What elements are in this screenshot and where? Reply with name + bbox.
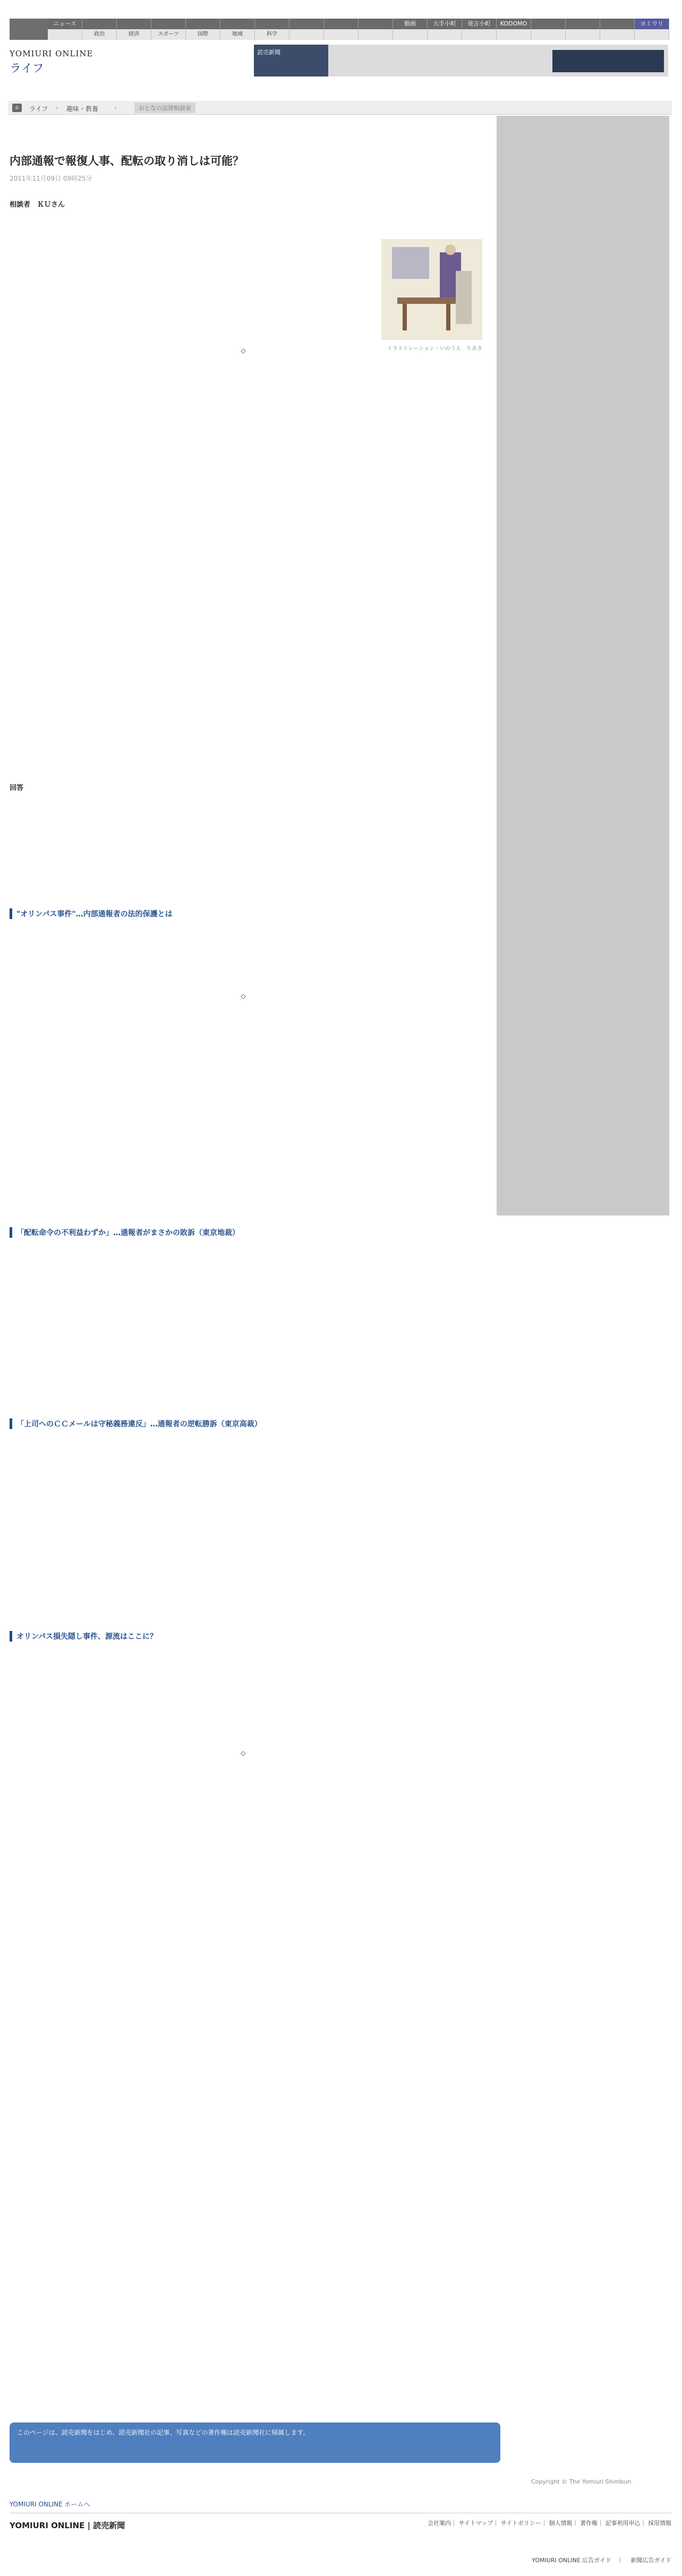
nav-subtab[interactable] — [635, 29, 669, 40]
footer-bottom-link[interactable]: 新聞広告ガイド — [630, 2557, 671, 2564]
answer-label: 回答 — [10, 784, 24, 792]
nav-subtab[interactable] — [600, 29, 635, 40]
nav-tab[interactable]: 大手小町 — [428, 19, 462, 29]
divider: ◇ — [241, 347, 246, 354]
nav-tab[interactable] — [566, 19, 600, 29]
nav-tab[interactable] — [82, 19, 117, 29]
nav-subtab[interactable]: スポーツ — [151, 29, 186, 40]
article-illustration — [381, 239, 482, 340]
nav-tab[interactable] — [186, 19, 220, 29]
nav-subtab[interactable] — [462, 29, 497, 40]
footer-link[interactable]: 記事利用申込 — [605, 2520, 641, 2527]
nav-subtab[interactable] — [428, 29, 462, 40]
section-heading: "オリンパス事件"…内部通報者の法的保護とは — [10, 908, 477, 919]
nav-tab[interactable]: KODOMO — [497, 19, 531, 29]
home-link[interactable]: YOMIURI ONLINE ホームへ — [10, 2501, 90, 2508]
nav-tab[interactable] — [324, 19, 359, 29]
question-label: 相談者 ＫＵさん — [10, 201, 65, 209]
breadcrumb: ⌂ ライフ › 趣味・教養 › おとなの法律相談室 — [8, 101, 672, 115]
divider: ◇ — [241, 1749, 246, 1757]
ad-title: 読売新聞 — [254, 45, 328, 76]
illustration-icon — [381, 239, 482, 340]
footer-link[interactable]: 会社案内 — [427, 2520, 451, 2527]
nav-subtab[interactable] — [289, 29, 324, 40]
footer-links: 会社案内｜ サイトマップ｜ サイトポリシー｜ 個人情報｜ 著作権｜ 記事利用申込｜ 採用情報 — [427, 2520, 671, 2527]
home-icon[interactable]: ⌂ — [12, 104, 22, 112]
footer-link[interactable]: サイトポリシー — [500, 2520, 541, 2527]
footer-bottom-links: YOMIURI ONLINE 広告ガイド ｜ 新聞広告ガイド — [532, 2557, 671, 2564]
site-title[interactable] — [10, 49, 169, 75]
nav-subtab[interactable] — [359, 29, 393, 40]
nav-subtab[interactable]: 経済 — [117, 29, 151, 40]
nav-subtab[interactable]: 国際 — [186, 29, 220, 40]
ad-right — [552, 50, 664, 72]
nav-tab[interactable]: ニュース — [48, 19, 82, 29]
nav-subtab[interactable] — [497, 29, 531, 40]
section-heading: オリンパス損失隠し事件、源流はここに？ — [10, 1631, 477, 1642]
nav-subtab[interactable]: 科学 — [255, 29, 289, 40]
copyright-notice-banner — [10, 2422, 500, 2463]
footer-link[interactable]: 採用情報 — [648, 2520, 671, 2527]
nav-subtab[interactable] — [324, 29, 359, 40]
copyright-notice-text: このページは、読売新聞をはじめ、読売新聞社の記事、写真などの著作権は読売新聞社に帰属します。 — [17, 2429, 310, 2436]
breadcrumb-item[interactable]: 趣味・教養 — [66, 105, 99, 113]
sidebar — [497, 116, 669, 1215]
nav-subtab[interactable]: 地域 — [220, 29, 255, 40]
logo-text: YOMIURI ONLINE — [10, 49, 93, 58]
section-heading: 「配転命令の不利益わずか」…通報者がまさかの敗訴（東京地裁） — [10, 1227, 477, 1238]
illustration-caption: イラストレーション・いのうえ ちあき — [387, 346, 482, 352]
nav-tab[interactable] — [600, 19, 635, 29]
nav-tab[interactable] — [220, 19, 255, 29]
nav-subtab[interactable] — [531, 29, 566, 40]
nav-subtab[interactable]: 政治 — [82, 29, 117, 40]
footer-link[interactable]: サイトマップ — [458, 2520, 493, 2527]
footer-link[interactable]: 著作権 — [580, 2520, 598, 2527]
nav-subtab[interactable] — [566, 29, 600, 40]
nav-tab[interactable] — [289, 19, 324, 29]
nav-tab[interactable] — [255, 19, 289, 29]
divider: ◇ — [241, 992, 246, 1000]
nav-subtab[interactable] — [393, 29, 428, 40]
global-nav — [8, 19, 672, 40]
nav-tab[interactable] — [531, 19, 566, 29]
article-title: 内部通報で報復人事、配転の取り消しは可能？ — [10, 155, 244, 167]
nav-tab[interactable] — [151, 19, 186, 29]
footer-brand[interactable]: YOMIURI ONLINE | 読売新聞 — [10, 2521, 125, 2530]
article — [10, 154, 488, 1757]
nav-subtab[interactable] — [48, 29, 82, 40]
section-heading: 「上司へのＣＣメールは守秘義務違反」…通報者の逆転勝訴（東京高裁） — [10, 1418, 477, 1429]
ad-banner[interactable] — [254, 45, 668, 76]
nav-tab[interactable]: 動画 — [393, 19, 428, 29]
section-title: ライフ — [10, 62, 44, 75]
footer — [10, 2513, 671, 2564]
nav-tab[interactable]: 発言小町 — [462, 19, 497, 29]
breadcrumb-item[interactable]: ライフ — [29, 105, 48, 113]
nav-tab[interactable]: ヨミウリ — [635, 19, 669, 29]
nav-tab[interactable] — [117, 19, 151, 29]
breadcrumb-current: おとなの法律相談室 — [134, 103, 195, 113]
footer-bottom-link[interactable]: YOMIURI ONLINE 広告ガイド — [532, 2557, 611, 2564]
copyright-right: Copyright © The Yomiuri Shimbun — [531, 2478, 632, 2485]
footer-link[interactable]: 個人情報 — [549, 2520, 573, 2527]
article-date: 2011年11月09日 09時25分 — [10, 175, 92, 183]
nav-tab[interactable] — [359, 19, 393, 29]
